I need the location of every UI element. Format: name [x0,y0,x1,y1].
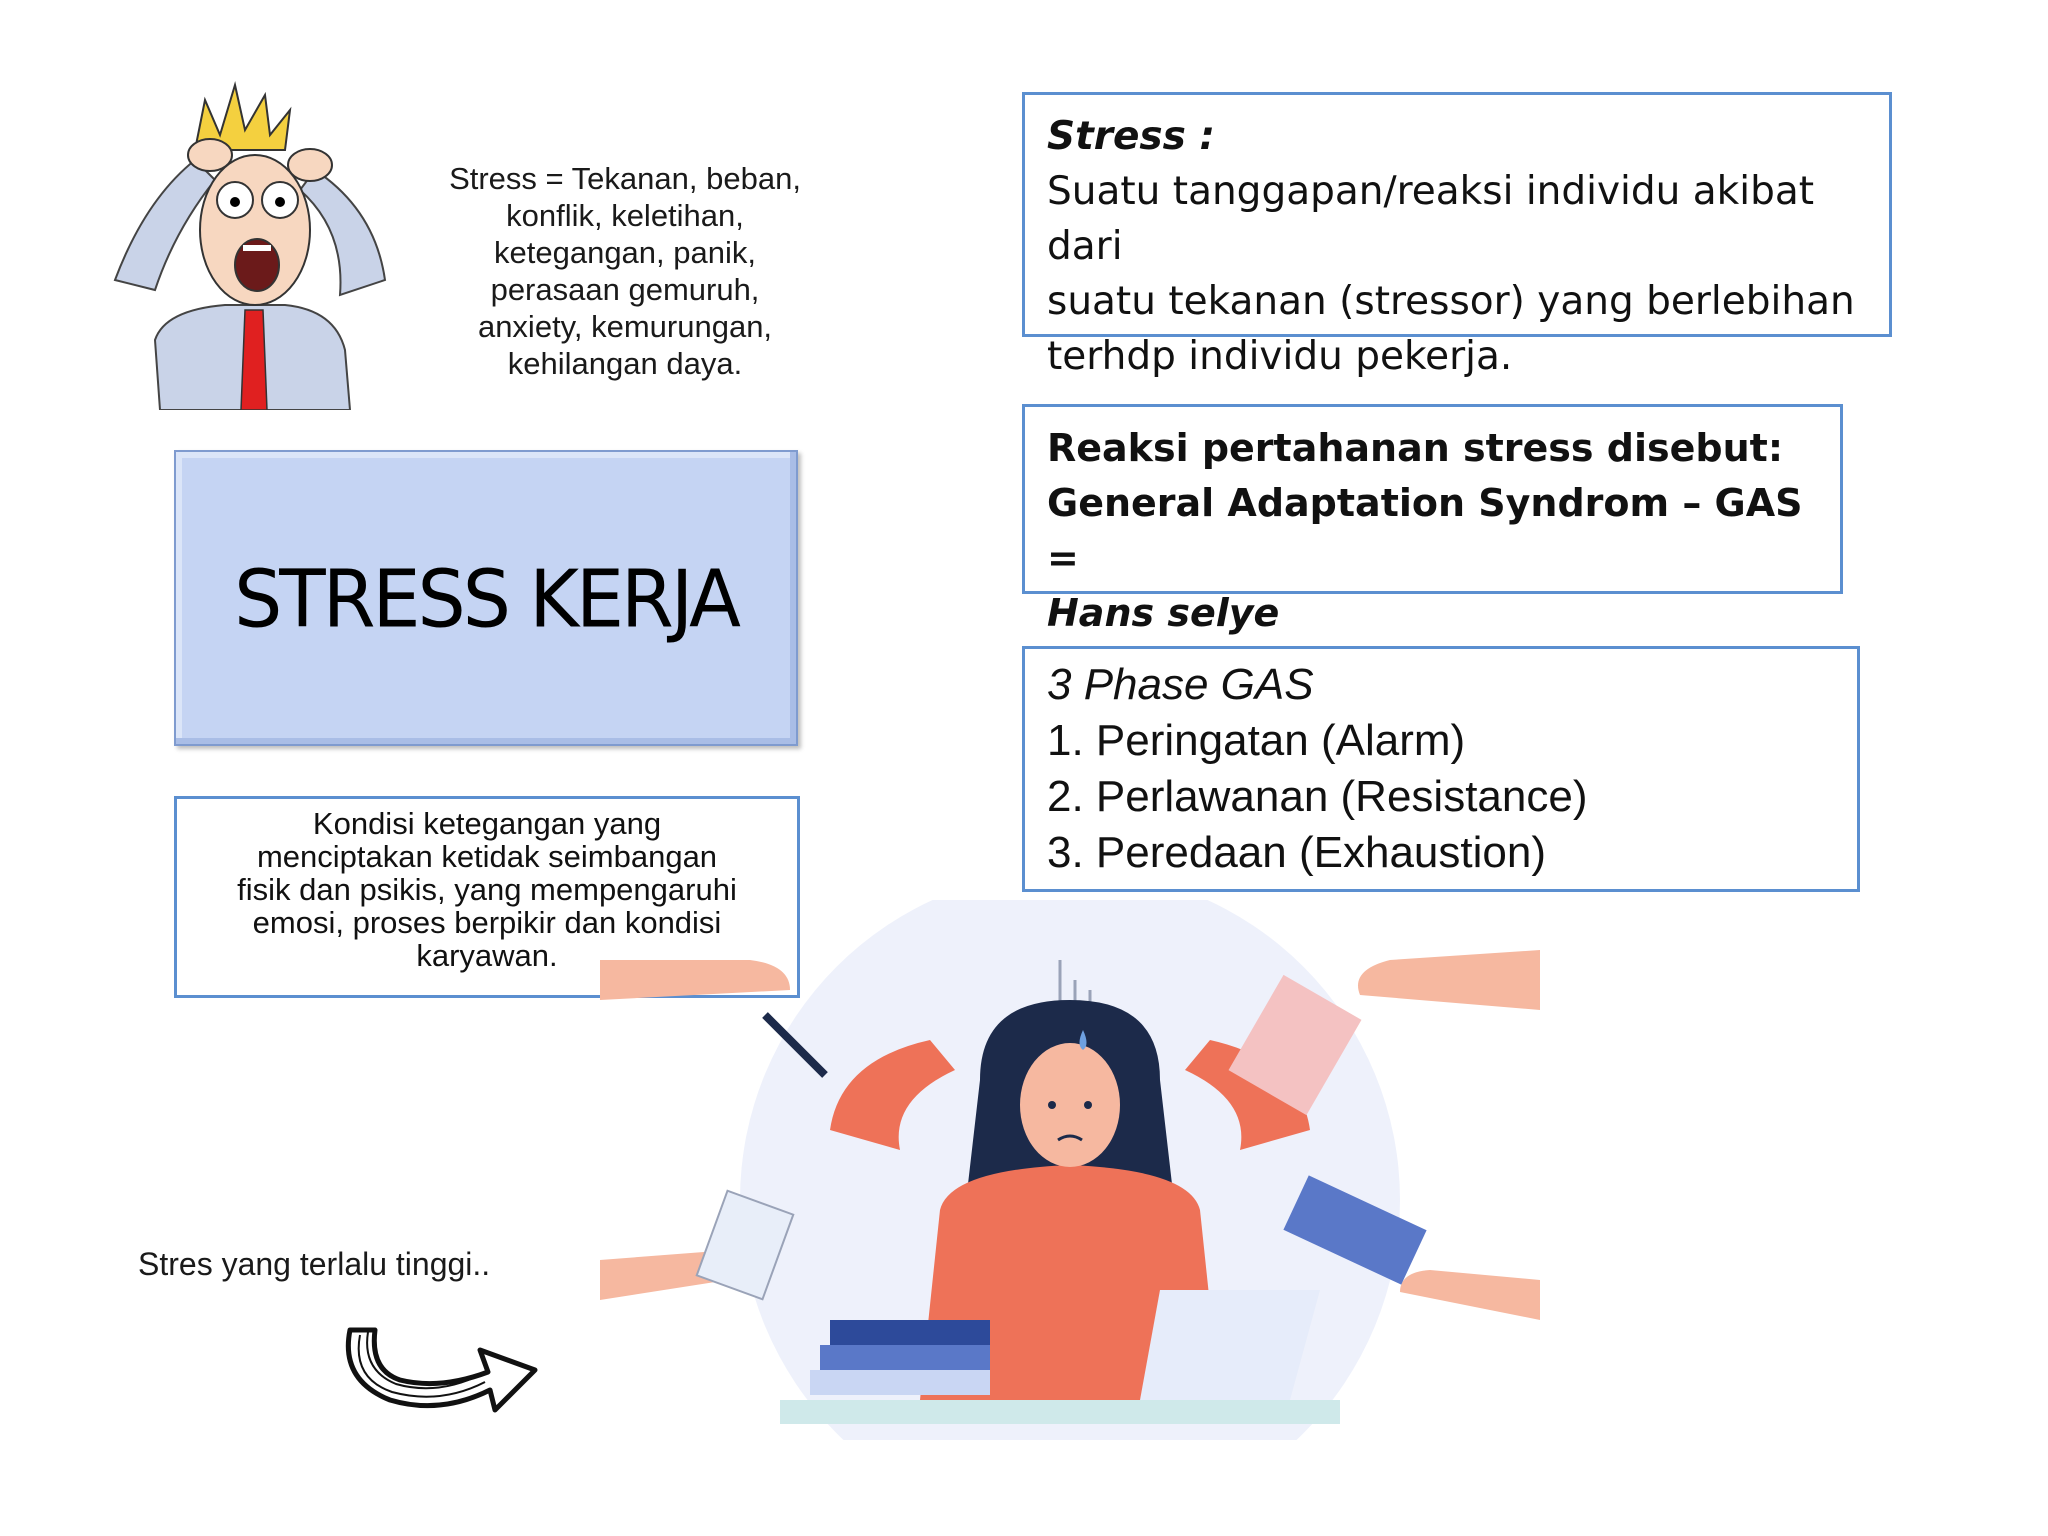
condition-line: fisik dan psikis, yang mempengaruhi [237,872,737,907]
definition-title: Stress : [1047,114,1216,159]
definition-line: terhdp individu pekerja. [1047,334,1513,379]
synonyms-line: Stress = Tekanan, beban, [449,161,801,196]
synonyms-line: kehilangan daya. [507,346,743,381]
phase-item: 2. Perlawanan (Resistance) [1047,772,1588,821]
phases-title: 3 Phase GAS [1047,660,1314,709]
synonyms-line: ketegangan, panik, [494,235,756,270]
synonyms-line: perasaan gemuruh, [490,272,760,307]
phase-item: 3. Peredaan (Exhaustion) [1047,828,1546,877]
title-box [174,450,798,746]
curved-arrow-icon [330,1300,550,1430]
definition-line: Suatu tanggapan/reaksi individu akibat dari [1047,169,1815,269]
stress-synonyms-text [420,160,830,382]
stressed-man-illustration [85,80,415,410]
condition-line: Kondisi ketegangan yang [312,806,662,841]
gas-author: Hans selye [1047,591,1280,635]
condition-line: menciptakan ketidak seimbangan [256,839,718,874]
phase-item: 1. Peringatan (Alarm) [1047,716,1466,765]
bottom-note: Stres yang terlalu tinggi.. [138,1246,491,1282]
gas-phases-box [1022,646,1860,892]
page-title: STRESS KERJA [234,551,738,645]
gas-line: Reaksi pertahanan stress disebut: [1047,426,1784,470]
definition-line: suatu tekanan (stressor) yang berlebihan [1047,279,1855,324]
synonyms-line: anxiety, kemurungan, [477,309,773,344]
condition-line: emosi, proses berpikir dan kondisi [252,905,722,940]
stress-definition-box [1022,92,1892,379]
synonyms-line: konflik, keletihan, [506,198,744,233]
condition-line: karyawan. [416,938,558,973]
gas-reaction-box [1022,404,1843,635]
gas-line: General Adaptation Syndrom – GAS = [1047,481,1803,580]
stressed-woman-illustration [600,900,1540,1440]
